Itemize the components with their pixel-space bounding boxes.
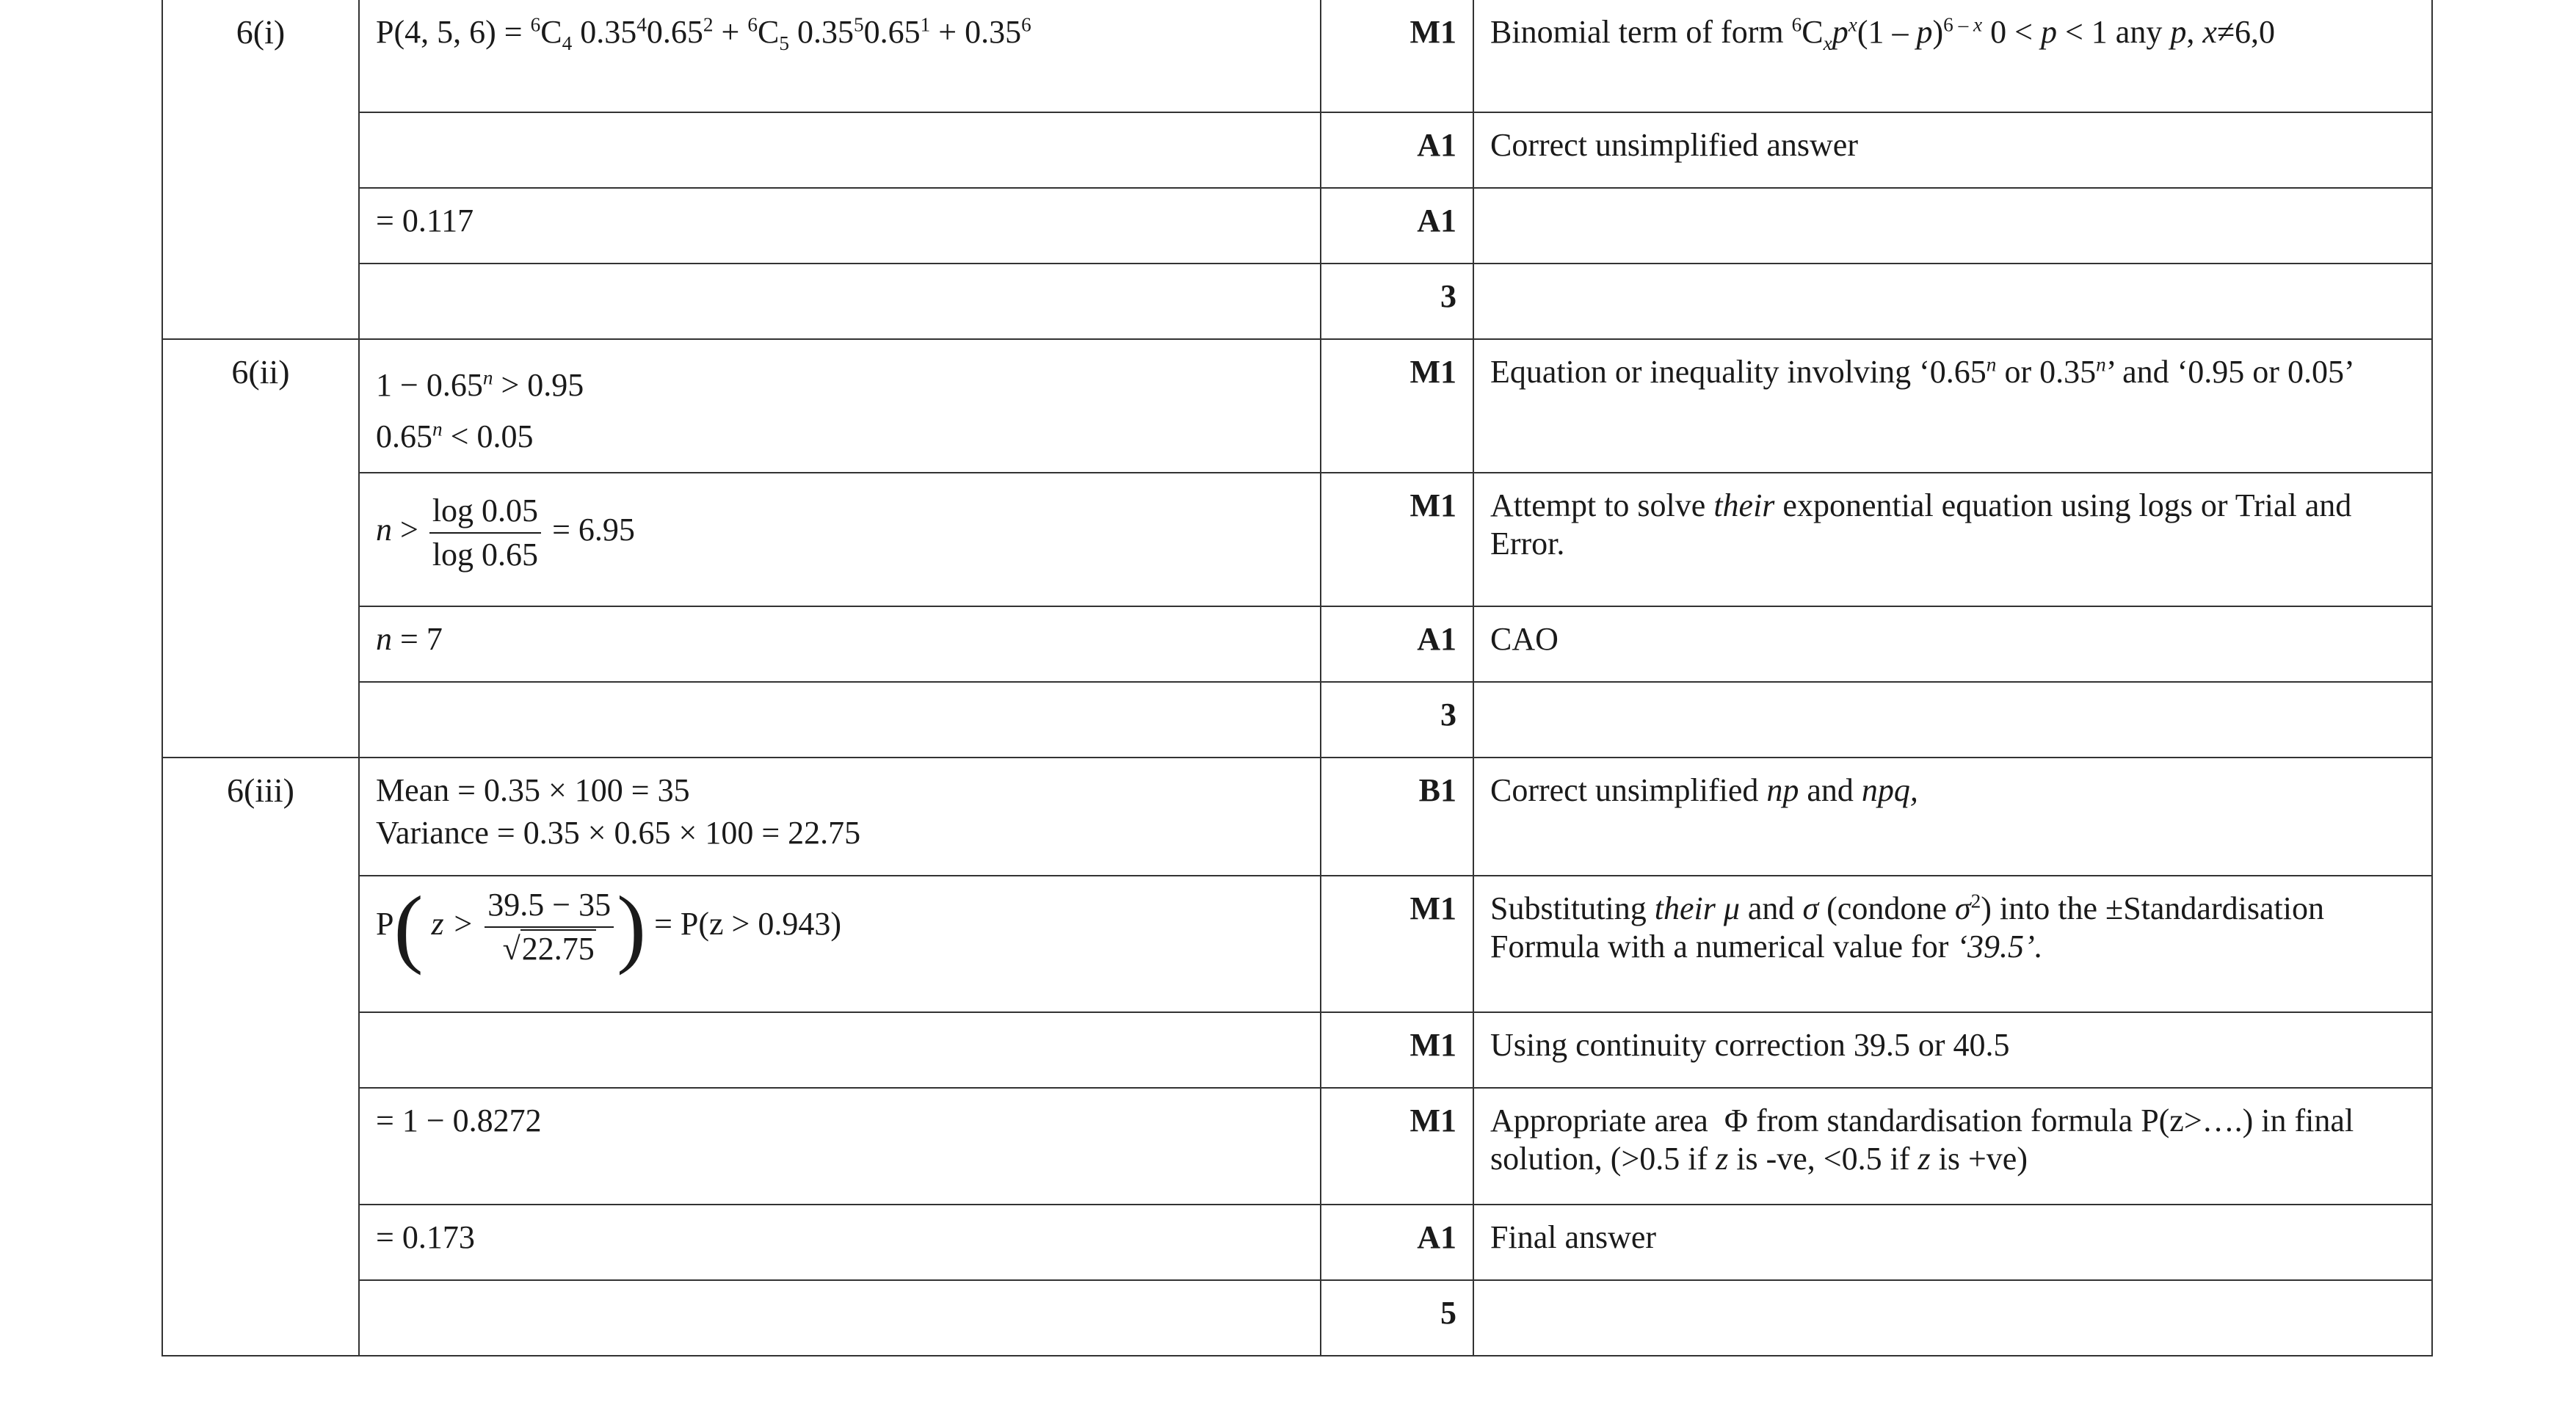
guidance-cell <box>1473 1280 2432 1356</box>
working-cell: = 0.117 <box>359 188 1321 264</box>
working-cell <box>359 758 1321 876</box>
guidance-cell: Binomial term of form $^6C_xp^x(1 - p)^{6 - x}$ 0 < p < 1 any p, x≠6,0 <box>1473 0 2432 112</box>
working-cell <box>359 1012 1321 1088</box>
question-number: 6(i) <box>162 0 359 339</box>
working-cell: P( z > $\frac{39.5 - 35}{√22.75}$ ) = P(z > 0.943) <box>359 876 1321 1012</box>
guidance-cell <box>1473 188 2432 264</box>
z-condition: z > <box>431 906 474 942</box>
working-cell: = 0.173 <box>359 1205 1321 1280</box>
mark-cell: A1 <box>1321 112 1473 188</box>
table-row <box>162 1088 2432 1205</box>
fraction-denominator: √22.75 <box>502 931 595 967</box>
question-number: 6(iii) <box>162 758 359 1356</box>
guidance-cell <box>1473 682 2432 758</box>
working-cell <box>359 339 1321 473</box>
working-cell <box>359 682 1321 758</box>
guidance-cell <box>1473 264 2432 339</box>
table-row <box>162 606 2432 682</box>
working-line: $0.65^n < 0.05$ <box>376 418 534 454</box>
table-row <box>162 682 2432 758</box>
working-cell: P(4, 5, $6) = ^6C_4$ $0.35^40.65^2 + ^6C_5$ $0.35^50.65^1 + 0.35^6$ <box>359 0 1321 112</box>
fraction-denominator: log 0.65 <box>432 537 539 573</box>
guidance-cell: Equation or inequality involving ‘0.65$^n$ or 0.35$^n$’ and ‘0.95 or 0.05’ <box>1473 339 2432 473</box>
table-row <box>162 1012 2432 1088</box>
working-cell <box>359 264 1321 339</box>
mark-cell: M1 <box>1321 1088 1473 1205</box>
guidance-cell: Attempt to solve their exponential equation using logs or Trial and Error. <box>1473 473 2432 606</box>
radicand: 22.75 <box>521 931 595 967</box>
working-line: Mean = 0.35 × 100 = 35 <box>376 772 690 808</box>
mark-cell: M1 <box>1321 1012 1473 1088</box>
mark-scheme-table <box>162 0 2433 1356</box>
working-line: Variance = 0.35 × 0.65 × 100 = 22.75 <box>376 815 861 851</box>
working-cell: n > $\frac{\log 0.05}{\log 0.65}$ = 6.95 <box>359 473 1321 606</box>
working-cell <box>359 1280 1321 1356</box>
table-row <box>162 1205 2432 1280</box>
mark-cell: B1 <box>1321 758 1473 876</box>
fraction <box>429 490 541 576</box>
working-cell: n = 7 <box>359 606 1321 682</box>
probability-symbol: P <box>376 906 394 942</box>
table-row <box>162 758 2432 876</box>
table-row <box>162 1280 2432 1356</box>
guidance-cell: Appropriate area Φ from standardisation formula P(z>….) in final solution, (>0.5 if z is -ve, <0.5 if z is +ve) <box>1473 1088 2432 1205</box>
table-row <box>162 188 2432 264</box>
guidance-cell: Correct unsimplified answer <box>1473 112 2432 188</box>
working-line: $1 - 0.65^n > 0.95$ <box>376 366 584 403</box>
mark-cell: A1 <box>1321 606 1473 682</box>
mark-cell: A1 <box>1321 1205 1473 1280</box>
table-row <box>162 876 2432 1012</box>
fraction-numerator: 39.5 − 35 <box>485 884 614 928</box>
fraction <box>485 884 614 970</box>
working-result: = P(z > 0.943) <box>654 906 842 942</box>
guidance-cell: CAO <box>1473 606 2432 682</box>
working-cell <box>359 112 1321 188</box>
table-row <box>162 112 2432 188</box>
mark-cell: M1 <box>1321 0 1473 112</box>
table-row <box>162 264 2432 339</box>
table-row <box>162 0 2432 112</box>
mark-cell: A1 <box>1321 188 1473 264</box>
guidance-cell: Substituting their μ and σ (condone $\sigma^2$) into the ±Standardisation Formula with a numerical value for ‘39.5’. <box>1473 876 2432 1012</box>
mark-total: 3 <box>1321 264 1473 339</box>
table-row <box>162 473 2432 606</box>
guidance-cell: Correct unsimplified np and npq, <box>1473 758 2432 876</box>
mark-cell: M1 <box>1321 339 1473 473</box>
question-number: 6(ii) <box>162 339 359 758</box>
guidance-cell: Final answer <box>1473 1205 2432 1280</box>
mark-total: 3 <box>1321 682 1473 758</box>
mark-total: 5 <box>1321 1280 1473 1356</box>
mark-cell: M1 <box>1321 473 1473 606</box>
mark-cell: M1 <box>1321 876 1473 1012</box>
working-cell: = 1 − 0.8272 <box>359 1088 1321 1205</box>
table-row <box>162 339 2432 473</box>
working-result: = 6.95 <box>552 512 635 548</box>
guidance-cell: Using continuity correction 39.5 or 40.5 <box>1473 1012 2432 1088</box>
fraction-numerator: log 0.05 <box>429 490 541 534</box>
